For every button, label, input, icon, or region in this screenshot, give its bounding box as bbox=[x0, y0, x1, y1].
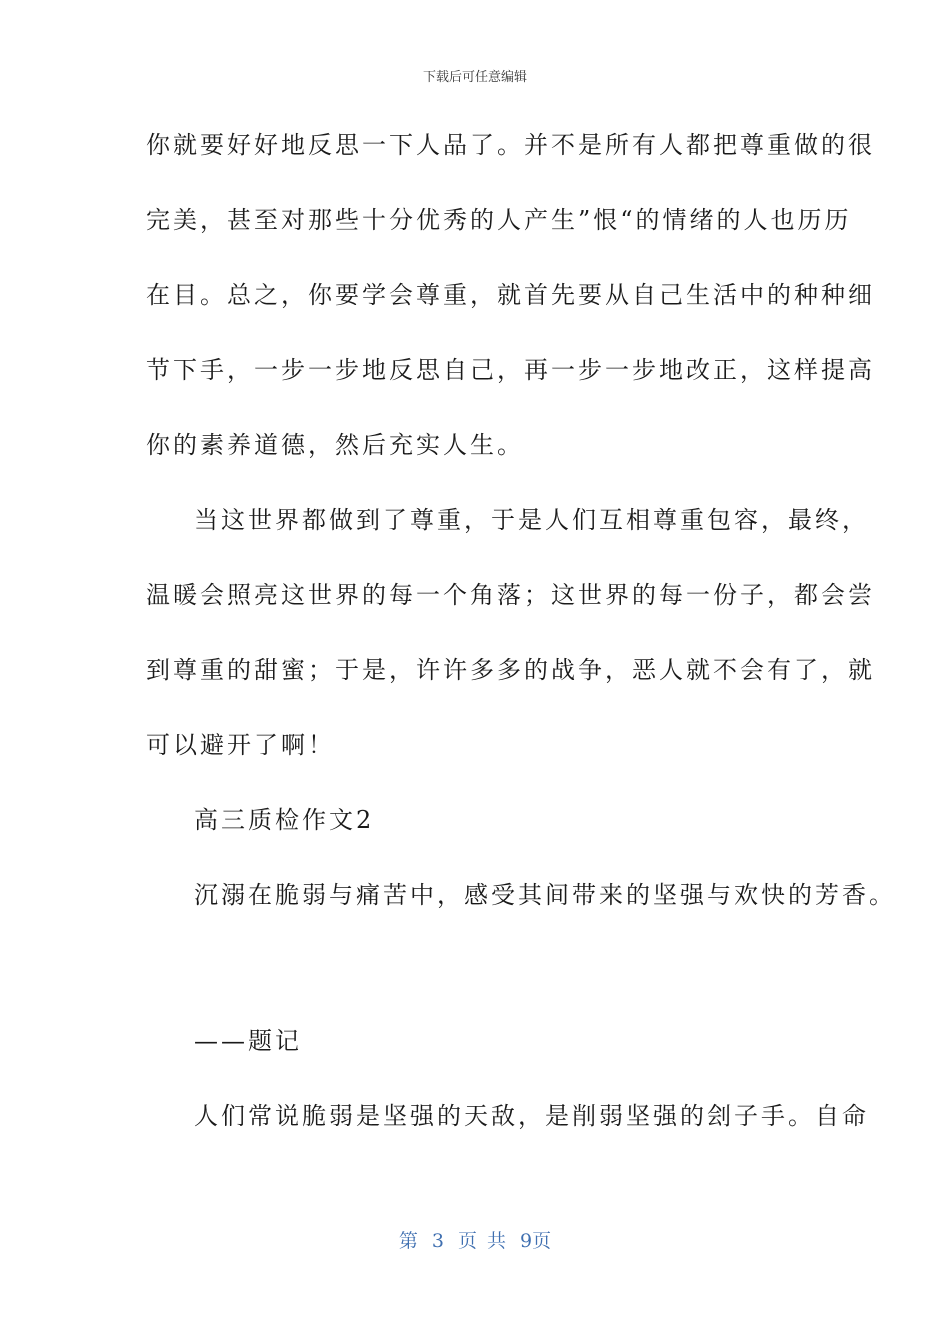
text-line: 节下手，一步一步地反思自己，再一步一步地改正，这样提高 bbox=[146, 356, 875, 384]
page-footer bbox=[0, 1226, 950, 1253]
epigraph-line: 沉溺在脆弱与痛苦中，感受其间带来的坚强与欢快的芳香。 bbox=[194, 881, 896, 909]
text-line: 在目。总之，你要学会尊重，就首先要从自己生活中的种种细 bbox=[146, 281, 875, 309]
text-line: 你的素养道德，然后充实人生。 bbox=[146, 431, 524, 459]
text-line: 可以避开了啊！ bbox=[146, 731, 335, 759]
footer-page-prefix: 第 bbox=[398, 1230, 418, 1252]
footer-page-total: 9页 bbox=[520, 1230, 552, 1252]
text-line: 到尊重的甜蜜；于是，许许多多的战争，恶人就不会有了，就 bbox=[146, 656, 875, 684]
text-line: 温暖会照亮这世界的每一个角落；这世界的每一份子，都会尝 bbox=[146, 581, 875, 609]
footer-page-number: 3 bbox=[431, 1230, 444, 1252]
paragraph-start-line: 人们常说脆弱是坚强的天敌，是削弱坚强的刽子手。自命 bbox=[194, 1102, 869, 1130]
text-line: 完美，甚至对那些十分优秀的人产生”恨“的情绪的人也历历 bbox=[146, 206, 852, 234]
epigraph-attribution: ——题记 bbox=[194, 1027, 302, 1055]
paragraph-start-line: 当这世界都做到了尊重，于是人们互相尊重包容，最终， bbox=[194, 506, 869, 534]
essay-title: 高三质检作文2 bbox=[194, 806, 375, 834]
text-line: 你就要好好地反思一下人品了。并不是所有人都把尊重做的很 bbox=[146, 131, 875, 159]
page-header-note: 下载后可任意编辑 bbox=[422, 70, 527, 85]
footer-page-mid: 页 共 bbox=[457, 1230, 507, 1252]
